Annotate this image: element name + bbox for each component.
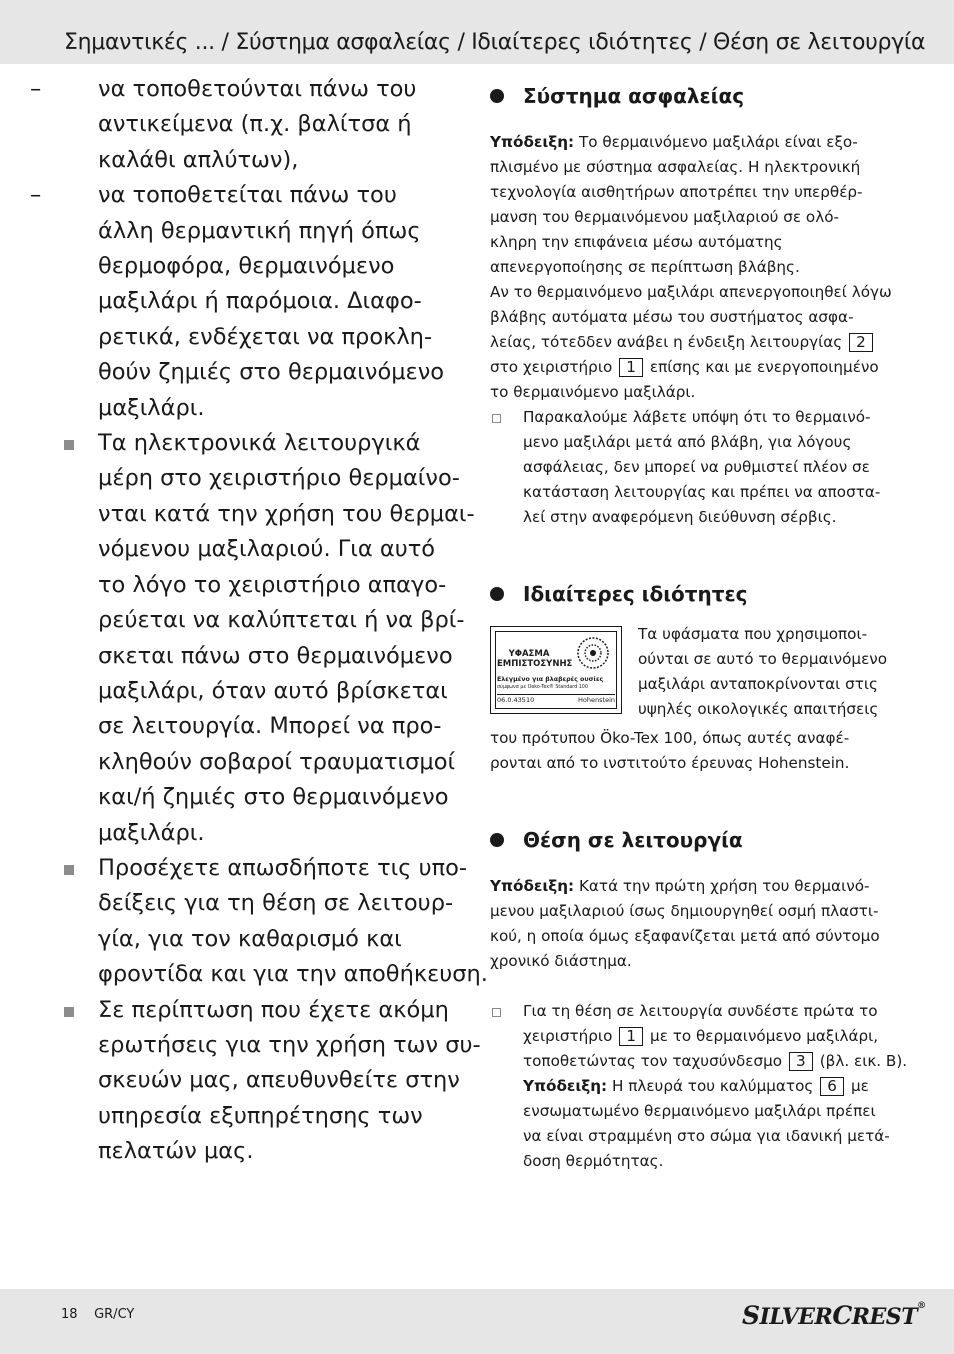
dash-item-1 bbox=[30, 72, 474, 178]
text-line: υψηλές οικολογικές απαιτήσεις bbox=[638, 700, 879, 718]
bullet-item-2 bbox=[64, 851, 488, 993]
right-column bbox=[490, 80, 908, 1174]
text-line bbox=[490, 330, 890, 355]
text-line: ρεύεται να καλύπτεται ή να βρί- bbox=[98, 607, 465, 634]
section-title: Θέση σε λειτουργία bbox=[523, 828, 743, 852]
text-line: Αν το θερμαινόμενο μαξιλάρι απενεργοποιηθεί λόγω bbox=[490, 283, 892, 301]
certification-block bbox=[490, 626, 890, 726]
checkbox-item bbox=[490, 405, 890, 530]
section-startup-heading bbox=[490, 824, 890, 856]
text-line bbox=[523, 1074, 890, 1099]
text-line: το λόγο το χειριστήριο απαγο- bbox=[98, 571, 447, 598]
text-line: γία, για τον καθαρισμό και bbox=[98, 925, 402, 952]
text-line: μανση του θερμαινόμενου μαξιλαριού σε ολό- bbox=[490, 208, 839, 226]
language-code: GR/CY bbox=[94, 1307, 135, 1322]
cert-standard: σύμφωνα με Oeko-Tex® Standard 100 bbox=[497, 685, 588, 690]
text-line: μέρη στο χειριστήριο θερμαίνο- bbox=[98, 465, 460, 492]
text-line: σκευών μας, απευθυνθείτε στην bbox=[98, 1067, 460, 1094]
text-fragment: Κατά την πρώτη χρήση του θερμαινό- bbox=[574, 877, 870, 895]
text-line bbox=[523, 1049, 908, 1074]
text-line: ενσωματωμένο θερμαινόμενο μαξιλάρι πρέπει bbox=[523, 1102, 876, 1120]
text-line: καλάθι απλύτων), bbox=[98, 146, 299, 173]
text-line: μαξιλάρι ανταποκρίνονται στις bbox=[638, 675, 878, 693]
text-fragment: (βλ. εικ. B). bbox=[814, 1052, 908, 1070]
text-line: ασφάλειας, δεν μπορεί να ρυθμιστεί πλέον σε bbox=[523, 458, 870, 476]
note-label: Υπόδειξη: bbox=[523, 1077, 608, 1095]
text-line: μενου μαξιλαριού ίσως δημιουργηθεί οσμή πλαστι- bbox=[490, 902, 879, 920]
dash-item-2 bbox=[30, 178, 474, 426]
cert-tested: Ελεγμένο για βλαβερές ουσίες bbox=[497, 676, 604, 683]
page-footer bbox=[0, 1289, 954, 1354]
checkbox-square-icon bbox=[492, 414, 501, 423]
page-number bbox=[61, 1307, 134, 1322]
text-line: κληθούν σοβαροί τραυματισμοί bbox=[98, 748, 456, 775]
note-label: Υπόδειξη: bbox=[490, 877, 575, 895]
part-ref-badge: 1 bbox=[619, 358, 643, 377]
text-line: πελατών μας. bbox=[98, 1138, 254, 1165]
text-line: ερωτήσεις για την χρήση των συ- bbox=[98, 1031, 481, 1058]
text-line: λεί στην αναφερόμενη διεύθυνση σέρβις. bbox=[523, 508, 837, 526]
text-line: του πρότυπου Öko-Tex 100, όπως αυτές αναφέ- bbox=[490, 729, 850, 747]
text-line: φροντίδα και για την αποθήκευση. bbox=[98, 961, 488, 988]
page-number-value: 18 bbox=[61, 1307, 78, 1322]
square-bullet-icon bbox=[64, 440, 74, 450]
checkbox-square-icon bbox=[492, 1008, 501, 1017]
text-fragment: Η πλευρά του καλύμματος bbox=[607, 1077, 814, 1095]
part-ref-badge: 3 bbox=[789, 1052, 813, 1071]
text-fragment: στο χειριστήριο bbox=[490, 358, 613, 376]
cert-number: 06.0.43510 bbox=[497, 696, 535, 704]
text-line: και/ή ζημιές στο θερμαινόμενο bbox=[98, 784, 449, 811]
cert-institute: Hohenstein bbox=[578, 696, 615, 704]
page-header bbox=[0, 0, 954, 64]
text-line: Προσέχετε απωσδήποτε τις υπο- bbox=[98, 854, 468, 881]
cert-title: ΥΦΑΣΜΑ ΕΜΠΙΣΤΟΣΥΝΗΣ bbox=[497, 649, 573, 669]
text-line: κατάσταση λειτουργίας και πρέπει να αποστα- bbox=[523, 483, 881, 501]
text-fragment: με το θερμαινόμενο μαξιλάρι, bbox=[645, 1027, 879, 1045]
text-line: να είναι στραμμένη στο σώμα για ιδανική μετά- bbox=[523, 1127, 890, 1145]
text-line: σε λειτουργία. Μπορεί να προ- bbox=[98, 713, 442, 740]
section-bullet-icon bbox=[490, 89, 504, 103]
text-line: να τοποθετούνται πάνω του bbox=[98, 76, 417, 102]
text-fragment: επίσης και με ενεργοποιημένο bbox=[645, 358, 879, 376]
section-safety-heading bbox=[490, 80, 890, 112]
section-bullet-icon bbox=[490, 833, 504, 847]
left-column bbox=[30, 72, 488, 1170]
text-line: απενεργοποίησης σε περίπτωση βλάβης. bbox=[490, 258, 800, 276]
text-line: Τα ηλεκτρονικά λειτουργικά bbox=[98, 430, 421, 457]
text-line: δοση θερμότητας. bbox=[523, 1152, 664, 1170]
globe-icon bbox=[573, 633, 613, 673]
logo-text: REST bbox=[851, 1304, 918, 1330]
text-line: μαξιλάρι. bbox=[98, 819, 205, 846]
text-line: τεχνολογία αισθητήρων αποτρέπει την υπερθέρ- bbox=[490, 183, 863, 201]
text-line: μαξιλάρι ή παρόμοια. Διαφο- bbox=[98, 288, 422, 315]
text-line: άλλη θερμαντική πηγή όπως bbox=[98, 217, 421, 244]
part-ref-badge: 2 bbox=[849, 333, 873, 352]
part-ref-badge: 6 bbox=[820, 1077, 844, 1096]
logo-text: ILVER bbox=[759, 1304, 833, 1330]
logo-letter: C bbox=[832, 1301, 852, 1330]
text-line: μαξιλάρι. bbox=[98, 394, 205, 421]
text-line: το θερμαινόμενο μαξιλάρι. bbox=[490, 383, 696, 401]
dash-marker: – bbox=[30, 182, 42, 209]
section-title: Ιδιαίτερες ιδιότητες bbox=[523, 582, 748, 606]
section-bullet-icon bbox=[490, 587, 504, 601]
text-line: βλάβης αυτόματα μέσω του συστήματος ασφα- bbox=[490, 308, 854, 326]
text-line: κληρη την επιφάνεια μέσω αυτόματης bbox=[490, 233, 783, 251]
note-label: Υπόδειξη: bbox=[490, 133, 575, 151]
text-line: ρονται από το ινστιτούτο έρευνας Hohenstein. bbox=[490, 754, 850, 772]
text-line: θούν ζημιές στο θερμαινόμενο bbox=[98, 359, 445, 386]
text-line: μενο μαξιλάρι μετά από βλάβη, για λόγους bbox=[523, 433, 852, 451]
bullet-item-1 bbox=[64, 426, 474, 851]
text-line bbox=[490, 874, 890, 899]
text-line bbox=[523, 1024, 890, 1049]
text-line: υπηρεσία εξυπηρέτησης των bbox=[98, 1102, 423, 1129]
text-line: να τοποθετείται πάνω του bbox=[98, 182, 397, 209]
square-bullet-icon bbox=[64, 1007, 74, 1017]
checkbox-item bbox=[490, 999, 908, 1174]
text-fragment: Το θερμαινόμενο μαξιλάρι είναι εξο- bbox=[574, 133, 858, 151]
section-special-heading bbox=[490, 578, 890, 610]
text-line: μαξιλάρι, όταν αυτό βρίσκεται bbox=[98, 677, 448, 704]
text-line: Παρακαλούμε λάβετε υπόψη ότι το θερμαινό- bbox=[523, 408, 871, 426]
text-fragment: τοποθετώντας τον ταχυσύνδεσμο bbox=[523, 1052, 783, 1070]
header-title: Σημαντικές ... / Σύστημα ασφαλείας / Ιδιαίτερες ιδιότητες / Θέση σε λειτουργία bbox=[64, 30, 926, 55]
text-line: νόμενου μαξιλαριού. Για αυτό bbox=[98, 536, 436, 563]
text-line: ούνται σε αυτό το θερμαινόμενο bbox=[638, 650, 888, 668]
divider bbox=[497, 694, 615, 695]
side-text bbox=[638, 622, 887, 722]
part-ref-badge: 1 bbox=[619, 1027, 643, 1046]
text-line: ρετικά, ενδέχεται να προκλη- bbox=[98, 323, 433, 350]
brand-logo bbox=[742, 1301, 926, 1330]
text-line: αντικείμενα (π.χ. βαλίτσα ή bbox=[98, 111, 412, 138]
text-line: Τα υφάσματα που χρησιμοποι- bbox=[638, 625, 868, 643]
text-line: πλισμένο με σύστημα ασφαλείας. Η ηλεκτρονική bbox=[490, 158, 861, 176]
text-fragment: λείας, τότεδδεν ανάβει η ένδειξη λειτουργίας bbox=[490, 333, 843, 351]
text-line: Σε περίπτωση που έχετε ακόμη bbox=[98, 996, 449, 1023]
oeko-tex-label bbox=[490, 626, 622, 714]
logo-letter: S bbox=[742, 1301, 760, 1330]
text-line bbox=[490, 130, 890, 155]
registered-mark: ® bbox=[917, 1301, 926, 1311]
text-line: θερμοφόρα, θερμαινόμενο bbox=[98, 253, 395, 280]
section-title: Σύστημα ασφαλείας bbox=[523, 84, 745, 108]
text-line bbox=[490, 355, 890, 380]
dash-marker: – bbox=[30, 76, 42, 102]
text-line: χρονικό διάστημα. bbox=[490, 952, 632, 970]
text-line: νται κατά την χρήση του θερμαι- bbox=[98, 500, 475, 527]
text-fragment: με bbox=[846, 1077, 869, 1095]
text-fragment: χειριστήριο bbox=[523, 1027, 613, 1045]
bullet-item-3 bbox=[64, 993, 481, 1170]
text-line: δείξεις για τη θέση σε λειτουρ- bbox=[98, 890, 454, 917]
text-line: κού, η οποία όμως εξαφανίζεται μετά από σύντομο bbox=[490, 927, 880, 945]
text-line: Για τη θέση σε λειτουργία συνδέστε πρώτα το bbox=[523, 1002, 878, 1020]
text-line: σκεται πάνω στο θερμαινόμενο bbox=[98, 642, 453, 669]
square-bullet-icon bbox=[64, 865, 74, 875]
